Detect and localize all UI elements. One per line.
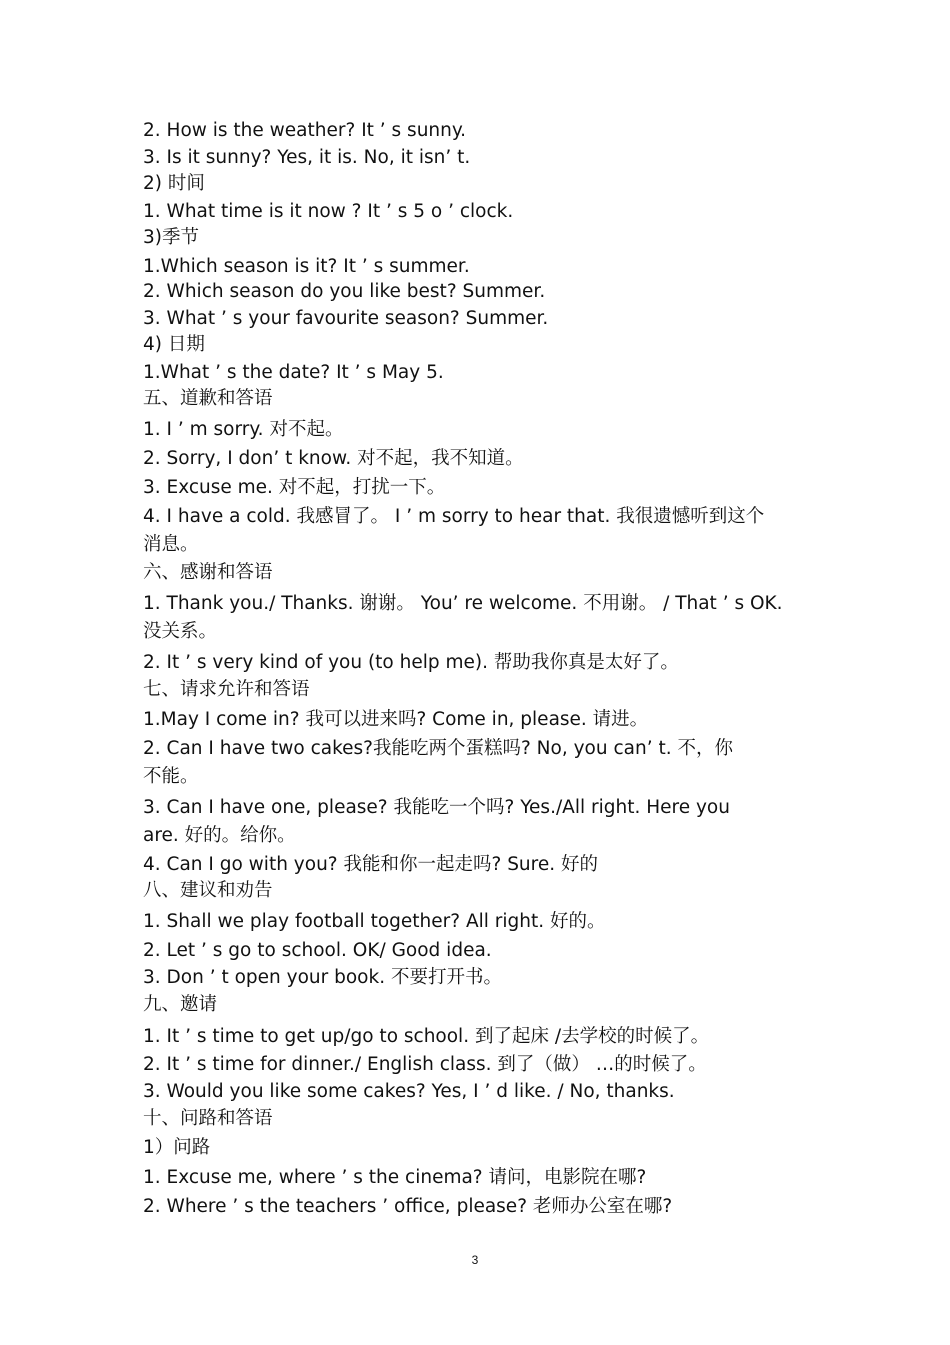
text-line: 3. Would you like some cakes? Yes, I ’ d like. / No, thanks. xyxy=(143,1081,675,1102)
section-heading: 七、请求允许和答语 xyxy=(143,679,310,700)
text-line: 1.What ’ s the date? It ’ s May 5. xyxy=(143,362,444,383)
subheading: 1）问路 xyxy=(143,1137,211,1158)
text-line: 1. It ’ s time to get up/go to school. 到了起床 /去学校的时候了。 xyxy=(143,1026,710,1047)
text-line: 1.May I come in? 我可以进来吗? Come in, please. 请进。 xyxy=(143,709,649,730)
text-line: 2. It ’ s time for dinner./ English class. 到了（做） …的时候了。 xyxy=(143,1054,707,1075)
page-number: 3 xyxy=(471,1253,479,1267)
text-line: 3. Don ’ t open your book. 不要打开书。 xyxy=(143,967,502,988)
section-heading: 八、建议和劝告 xyxy=(143,880,273,901)
section-heading: 十、问路和答语 xyxy=(143,1108,273,1129)
text-line: are. 好的。给你。 xyxy=(143,825,296,846)
text-line: 1. Excuse me, where ’ s the cinema? 请问，电影院在哪? xyxy=(143,1167,647,1188)
text-line: 1. Shall we play football together? All right. 好的。 xyxy=(143,911,606,932)
text-line: 2. How is the weather? It ’ s sunny. xyxy=(143,120,467,141)
text-line: 消息。 xyxy=(143,534,199,555)
section-heading: 六、感谢和答语 xyxy=(143,562,273,583)
subheading: 2) 时间 xyxy=(143,173,205,194)
text-line: 2. Which season do you like best? Summer. xyxy=(143,281,546,302)
subheading: 4) 日期 xyxy=(143,334,205,355)
text-line: 4. I have a cold. 我感冒了。 I ’ m sorry to hear that. 我很遗憾听到这个 xyxy=(143,506,765,527)
text-line: 1.Which season is it? It ’ s summer. xyxy=(143,256,470,277)
text-line: 3. Can I have one, please? 我能吃一个吗? Yes./All right. Here you xyxy=(143,797,730,818)
text-line: 1. I ’ m sorry. 对不起。 xyxy=(143,419,344,440)
text-line: 1. What time is it now ? It ’ s 5 o ’ clock. xyxy=(143,201,514,222)
text-line: 不能。 xyxy=(143,766,199,787)
text-line: 3. What ’ s your favourite season? Summer. xyxy=(143,308,549,329)
text-line: 没关系。 xyxy=(143,621,218,642)
text-line: 2. Sorry, I don’ t know. 对不起，我不知道。 xyxy=(143,448,524,469)
text-line: 2. Where ’ s the teachers ’ office, please? 老师办公室在哪? xyxy=(143,1196,673,1217)
text-line: 3. Is it sunny? Yes, it is. No, it isn’ t. xyxy=(143,147,471,168)
subheading: 3)季节 xyxy=(143,227,199,248)
text-line: 2. It ’ s very kind of you (to help me). 帮助我你真是太好了。 xyxy=(143,652,679,673)
text-line: 4. Can I go with you? 我能和你一起走吗? Sure. 好的 xyxy=(143,854,599,875)
section-heading: 五、道歉和答语 xyxy=(143,388,273,409)
text-line: 2. Can I have two cakes?我能吃两个蛋糕吗? No, you can’ t. 不，你 xyxy=(143,738,733,759)
text-line: 2. Let ’ s go to school. OK/ Good idea. xyxy=(143,940,492,961)
section-heading: 九、邀请 xyxy=(143,994,218,1015)
text-line: 3. Excuse me. 对不起，打扰一下。 xyxy=(143,477,446,498)
text-line: 1. Thank you./ Thanks. 谢谢。 You’ re welcome. 不用谢。 / That ’ s OK. xyxy=(143,593,783,614)
